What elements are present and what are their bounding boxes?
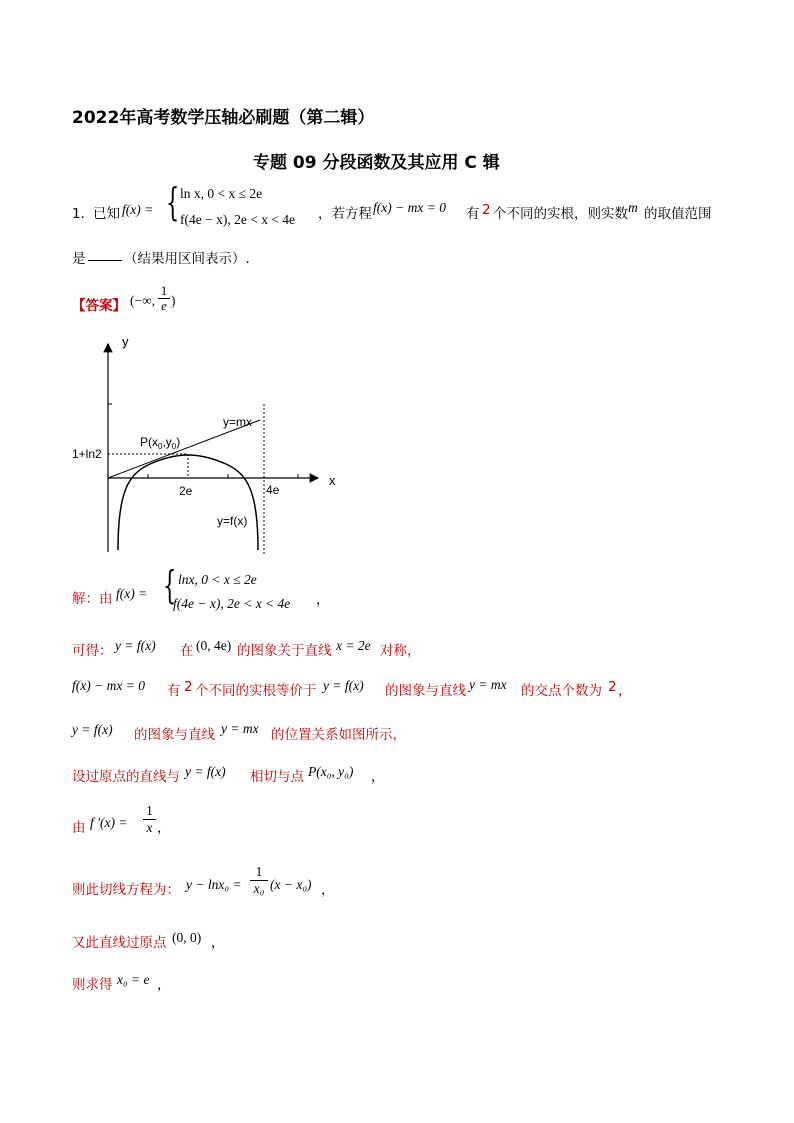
sol-l9-eq: x₀ = e [117,972,150,987]
answer-blank [88,248,122,261]
sol-l6-fraction [143,803,156,836]
sol-l7-eq: y − lnx₀ = [186,877,242,892]
sol-l7-fraction [250,864,268,897]
sol-l3-eq3: y = mx [469,677,507,692]
sol-l2-eq: y = f(x) [115,638,156,653]
problem-line2-b: （结果用区间表示）. [124,251,250,267]
problem-cond-m: m [628,200,638,215]
sol-l8-end: ， [211,935,225,951]
sol-l4-a: 的图象与直线 [134,727,215,743]
answer-label: 【答案】 [72,298,126,314]
sol-l7-end: ， [321,882,335,898]
sol-l5-a: 设过原点的直线与 [72,769,180,785]
sol-l7-tail: (x − x₀) [270,877,312,892]
sol-l7-numerator: 1 [250,864,268,881]
problem-cond-c: 个不同的实根，则实数 [493,206,628,222]
sol-l7-denominator: x₀ [253,881,265,896]
problem-intro: 已知 [93,206,120,222]
y-axis-label: y [122,334,129,349]
sol-l3-e: ， [618,683,632,699]
line-y-mx-label: y=mx [223,415,253,429]
problem-number: 1． [72,206,95,222]
tick-label-2e: 2e [179,484,193,498]
sol-l7-a: 则此切线方程为： [72,882,180,898]
problem-cond-d: 的取值范围 [644,206,712,222]
sol-case-2: f(4e − x), 2e < x < 4e [173,596,291,611]
sol-l5-c: ， [371,769,385,785]
sol-piecewise-brace: { [163,563,177,607]
curve-label: y=f(x) [217,514,248,528]
sol-l2-c: 的图象关于直线 [237,643,332,659]
problem-fx: f(x) = [122,202,154,217]
function-graph [70,332,350,562]
problem-case-1: ln x, 0 < x ≤ 2e [180,186,263,201]
sol-l2-d: 对称， [380,643,421,659]
answer-fraction [158,284,170,313]
answer-numerator: 1 [158,284,170,299]
sol-l4-b: 的位置关系如图所示， [271,727,406,743]
sol-l6-end: ， [157,820,171,836]
sol-l1-fx: f(x) = [116,586,148,601]
sol-l8-a: 又此直线过原点 [72,935,167,951]
sol-l3-eq2: y = f(x) [323,678,364,693]
sol-l2-a: 可得： [72,643,113,659]
problem-cond-b: 有 [466,206,480,222]
sol-l3-c: 的图象与直线 [385,683,466,699]
sol-l9-end: ， [157,977,171,993]
sol-l2-line: x = 2e [336,638,371,653]
answer-denominator: e [161,298,167,313]
sol-l6-eq: f '(x) = [90,815,128,830]
problem-cond-a: ，若方程 [318,206,372,222]
sol-l5-pt: P(x₀, y₀) [308,764,354,779]
sol-l3-num: 2 [184,679,193,695]
problem-case-2: f(4e − x), 2e < x < 4e [180,212,296,227]
sol-l2-b: 在 [180,643,194,659]
sol-l8-pt: (0, 0) [172,930,202,945]
sol-l6-numerator: 1 [143,803,156,820]
point-p-label: $P(x_0,y_0)$ [140,435,181,451]
sol-l3-eq: f(x) − mx = 0 [72,678,145,693]
sol-case-1: lnx, 0 < x ≤ 2e [178,572,257,587]
problem-cond-num: 2 [482,202,491,218]
problem-cond-eq: f(x) − mx = 0 [373,200,446,215]
answer-prefix: (−∞, [130,293,156,308]
sol-l5-eq: y = f(x) [185,764,226,779]
curve-f-x [118,455,258,550]
sol-l4-eq2: y = mx [221,721,259,736]
document-title: 2022年高考数学压轴必刷题（第二辑） [72,108,375,128]
sol-l1-a: 解：由 [72,591,113,607]
sol-l1-end: ， [316,592,330,608]
sol-l3-d: 的交点个数为 [521,683,602,699]
sol-l5-b: 相切与点 [250,769,304,785]
answer-suffix: ) [171,293,176,308]
problem-line2-a: 是 [72,251,86,267]
y-value-label: 1+ln2 [72,447,102,461]
sol-l9-a: 则求得 [72,977,113,993]
sol-l6-denominator: x [146,820,153,835]
sol-l3-b: 个不同的实根等价于 [195,683,317,699]
piecewise-brace: { [166,180,180,224]
sol-l3-num2: 2 [608,679,617,695]
sol-l4-eq: y = f(x) [72,722,113,737]
document-subtitle: 专题 09 分段函数及其应用 C 辑 [253,153,500,173]
tick-label-4e: 4e [266,483,280,497]
sol-l2-int: (0, 4e) [196,638,232,653]
sol-l3-a: 有 [167,683,181,699]
sol-l6-a: 由 [72,820,86,836]
x-axis-label: x [329,473,336,488]
